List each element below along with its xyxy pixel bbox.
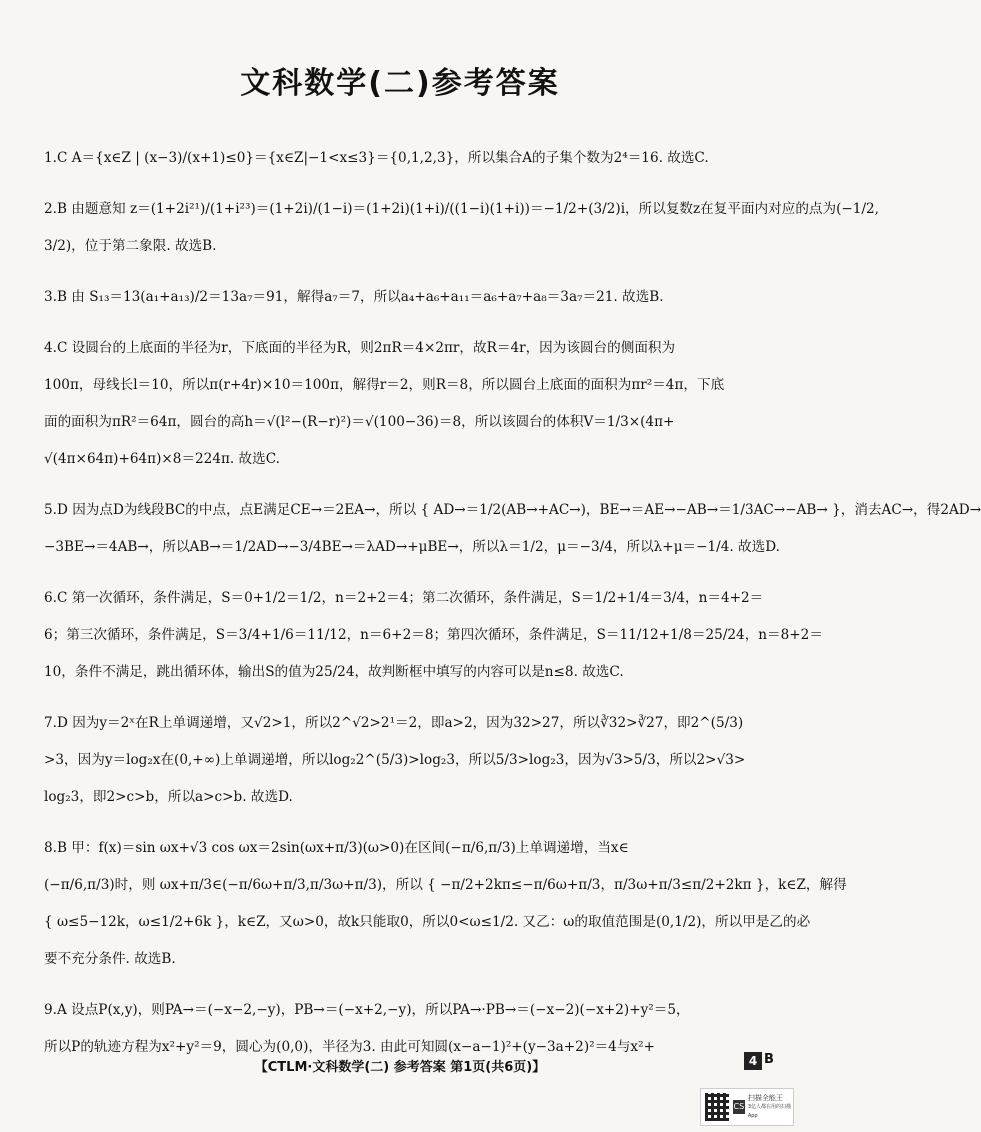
answer-line: 6；第三次循环，条件满足，S＝3/4+1/6＝11/12，n＝6+2＝8；第四次循环，条件满足，S＝11/12+1/8＝25/24，n＝8+2＝ — [44, 627, 823, 643]
answer-item — [44, 705, 762, 816]
scanner-watermark — [700, 1088, 794, 1126]
answer-line: 4.C 设圆台的上底面的半径为r，下底面的半径为R，则2πR＝4×2πr，故R＝4r，因为该圆台的侧面积为 — [44, 340, 676, 356]
answer-line: 8.B 甲：f(x)＝sin ωx+√3 cos ωx＝2sin(ωx+π/3)(ω>0)在区间(−π/6,π/3)上单调递增，当x∈ — [44, 840, 629, 856]
answer-line: 2.B 由题意知 z＝(1+2i²¹)/(1+i²³)＝(1+2i)/(1−i)＝(1+2i)(1+i)/((1−i)(1+i))＝−1/2+(3/2)i，所以复数z在复平面内对应的点为(−1/2, — [44, 201, 879, 217]
answer-line: 9.A 设点P(x,y)，则PA→＝(−x−2,−y)，PB→＝(−x+2,−y)，所以PA→·PB→＝(−x−2)(−x+2)+y²＝5， — [44, 1002, 690, 1018]
answer-item — [44, 279, 762, 316]
answer-line: 面的面积为πR²＝64π，圆台的高h＝√(l²−(R−r)²)＝√(100−36)＝8，所以该圆台的体积V＝1/3×(4π+ — [44, 414, 675, 430]
answer-line: >3，因为y＝log₂x在(0,+∞)上单调递增，所以log₂2^(5/3)>log₂3，所以5/3>log₂3，因为√3>5/3，所以2>√3> — [44, 752, 746, 768]
page-badge: 4 — [744, 1052, 762, 1070]
answer-line: log₂3，即2>c>b，所以a>c>b. 故选D. — [44, 789, 293, 805]
answer-line: −3BE→＝4AB→，所以AB→＝1/2AD→−3/4BE→＝λAD→+μBE→，所以λ＝1/2，μ＝−3/4，所以λ+μ＝−1/4. 故选D. — [44, 539, 780, 555]
answer-item — [44, 830, 847, 978]
answer-item — [44, 492, 981, 566]
answer-list — [44, 140, 981, 1080]
answer-line: 7.D 因为y＝2ˣ在R上单调递增，又√2>1，所以2^√2>2¹＝2，即a>2，因为32>27，所以∛32>∛27，即2^(5/3) — [44, 715, 744, 731]
answer-item — [44, 580, 823, 691]
answer-line: 1.C A＝{x∈Z | (x−3)/(x+1)≤0}＝{x∈Z|−1<x≤3}＝{0,1,2,3}，所以集合A的子集个数为2⁴＝16. 故选C. — [44, 150, 709, 166]
answer-line: 100π，母线长l＝10，所以π(r+4r)×10＝100π，解得r＝2，则R＝8，所以圆台上底面的面积为πr²＝4π，下底 — [44, 377, 725, 393]
answer-line: 所以P的轨迹方程为x²+y²＝9，圆心为(0,0)，半径为3. 由此可知圆(x−a−1)²+(y−3a+2)²＝4与x²+ — [44, 1039, 655, 1055]
answer-line: 6.C 第一次循环，条件满足，S＝0+1/2＝1/2，n＝2+2＝4；第二次循环，条件满足，S＝1/2+1/4＝3/4，n＝4+2＝ — [44, 590, 764, 606]
answer-line: (−π/6,π/3)时，则 ωx+π/3∈(−π/6ω+π/3,π/3ω+π/3)，所以 { −π/2+2kπ≤−π/6ω+π/3，π/3ω+π/3≤π/2+2kπ }，k∈Z，解得 — [44, 877, 847, 893]
answer-item — [44, 140, 762, 177]
answer-item — [44, 992, 762, 1066]
answer-line: 10，条件不满足，跳出循环体，输出S的值为25/24，故判断框中填写的内容可以是n≤8. 故选C. — [44, 664, 624, 680]
answer-line: 3.B 由 S₁₃＝13(a₁+a₁₃)/2＝13a₇＝91，解得a₇＝7，所以a₄+a₆+a₁₁＝a₆+a₇+a₈＝3a₇＝21. 故选B. — [44, 289, 664, 305]
qr-code-icon — [705, 1093, 729, 1121]
watermark-sub: 3亿人都在用的扫描App — [747, 1103, 792, 1119]
watermark-name: 扫描全能王 — [747, 1093, 783, 1102]
answer-item — [44, 330, 762, 478]
page-badge-suffix: B — [764, 1052, 774, 1067]
camscanner-logo: CS — [733, 1100, 745, 1114]
answer-line: 5.D 因为点D为线段BC的中点，点E满足CE→＝2EA→，所以 { AD→＝1/2(AB→+AC→)，BE→＝AE→−AB→＝1/3AC→−AB→ }，消去AC→，得2AD→ — [44, 502, 981, 518]
page-footer: 【CTLM·文科数学(二) 参考答案 第1页(共6页)】 — [254, 1060, 546, 1075]
answer-item — [44, 191, 879, 265]
answer-line: √(4π×64π)+64π)×8＝224π. 故选C. — [44, 451, 280, 467]
answer-line: 3/2)，位于第二象限. 故选B. — [44, 238, 217, 254]
answer-line: { ω≤5−12k，ω≤1/2+6k }，k∈Z，又ω>0，故k只能取0，所以0<ω≤1/2. 又乙：ω的取值范围是(0,1/2)，所以甲是乙的必 — [44, 914, 811, 930]
page-title: 文科数学(二)参考答案 — [240, 66, 560, 101]
answer-line: 要不充分条件. 故选B. — [44, 951, 176, 967]
